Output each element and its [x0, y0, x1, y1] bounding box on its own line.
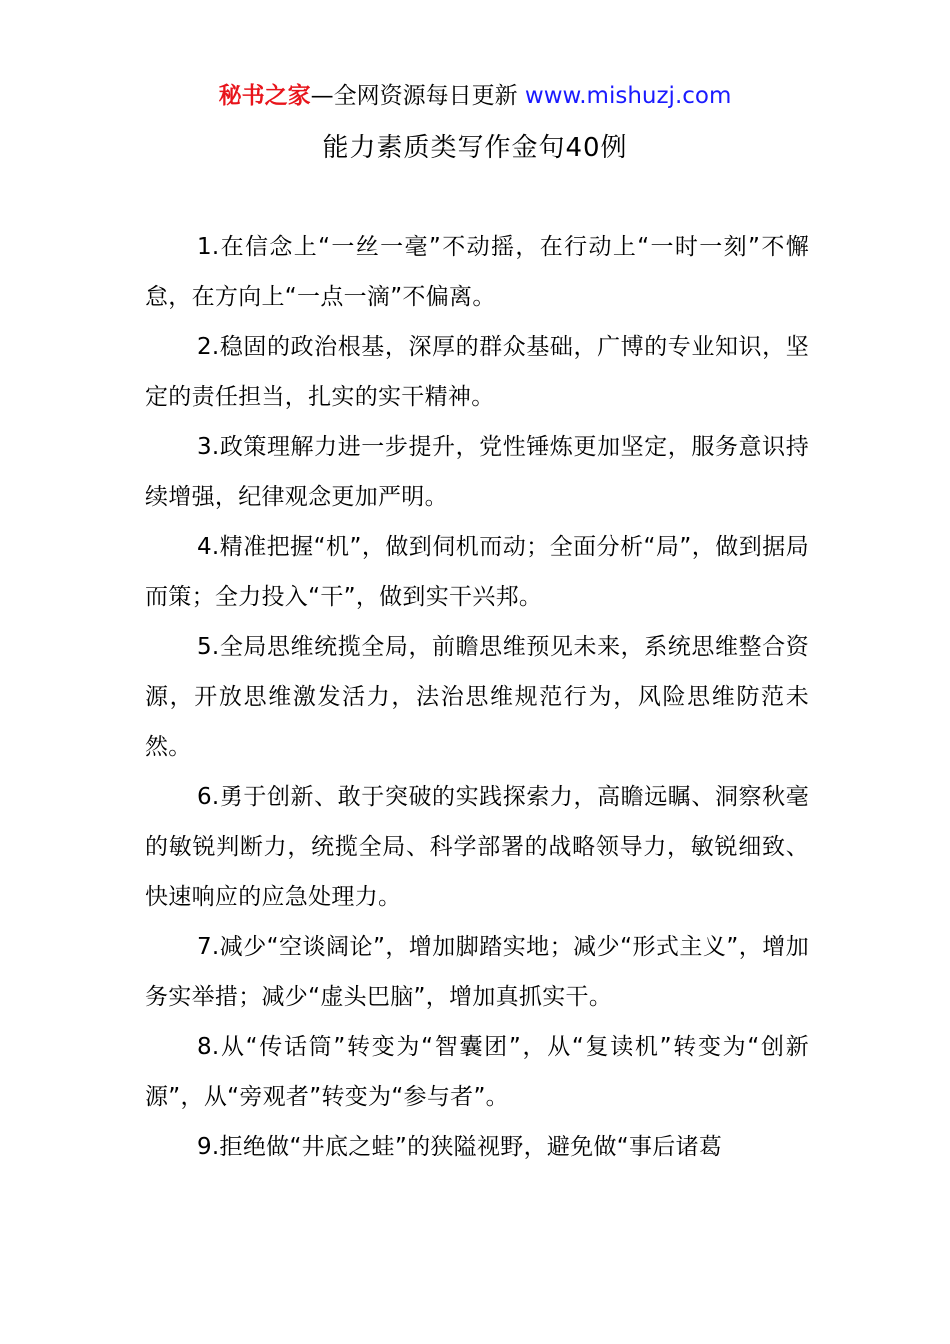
paragraph-1: 1.在信念上“一丝一毫”不动摇，在行动上“一时一刻”不懈怠，在方向上“一点一滴”不偏离。 [145, 234, 809, 310]
paragraph-7: 7.减少“空谈阔论”，增加脚踏实地；减少“形式主义”，增加务实举措；减少“虚头巴脑”，增加真抓实干。 [145, 934, 809, 1010]
paragraph-4: 4.精准把握“机”，做到伺机而动；全面分析“局”，做到据局而策；全力投入“干”，做到实干兴邦。 [145, 534, 809, 610]
paragraph-8: 8.从“传话筒”转变为“智囊团”，从“复读机”转变为“创新源”，从“旁观者”转变为“参与者”。 [145, 1034, 809, 1110]
paragraph-6: 6.勇于创新、敢于突破的实践探索力，高瞻远瞩、洞察秋毫的敏锐判断力，统揽全局、科学部署的战略领导力，敏锐细致、快速响应的应急处理力。 [145, 784, 809, 910]
site-banner [0, 80, 950, 112]
paragraph-5: 5.全局思维统揽全局，前瞻思维预见未来，系统思维整合资源，开放思维激发活力，法治思维规范行为，风险思维防范未然。 [145, 634, 809, 760]
site-tagline: —全网资源每日更新 [310, 83, 525, 109]
site-url-link[interactable]: www.mishuzj.com [524, 83, 732, 109]
paragraph-9: 9.拒绝做“井底之蛙”的狭隘视野，避免做“事后诸葛 [197, 1134, 723, 1160]
paragraph-2: 2.稳固的政治根基，深厚的群众基础，广博的专业知识，坚定的责任担当，扎实的实干精神。 [145, 334, 809, 410]
document-body [145, 222, 809, 1172]
paragraph-3: 3.政策理解力进一步提升，党性锤炼更加坚定，服务意识持续增强，纪律观念更加严明。 [145, 434, 809, 510]
document-title: 能力素质类写作金句40例 [322, 133, 628, 163]
site-name: 秘书之家 [218, 83, 311, 109]
